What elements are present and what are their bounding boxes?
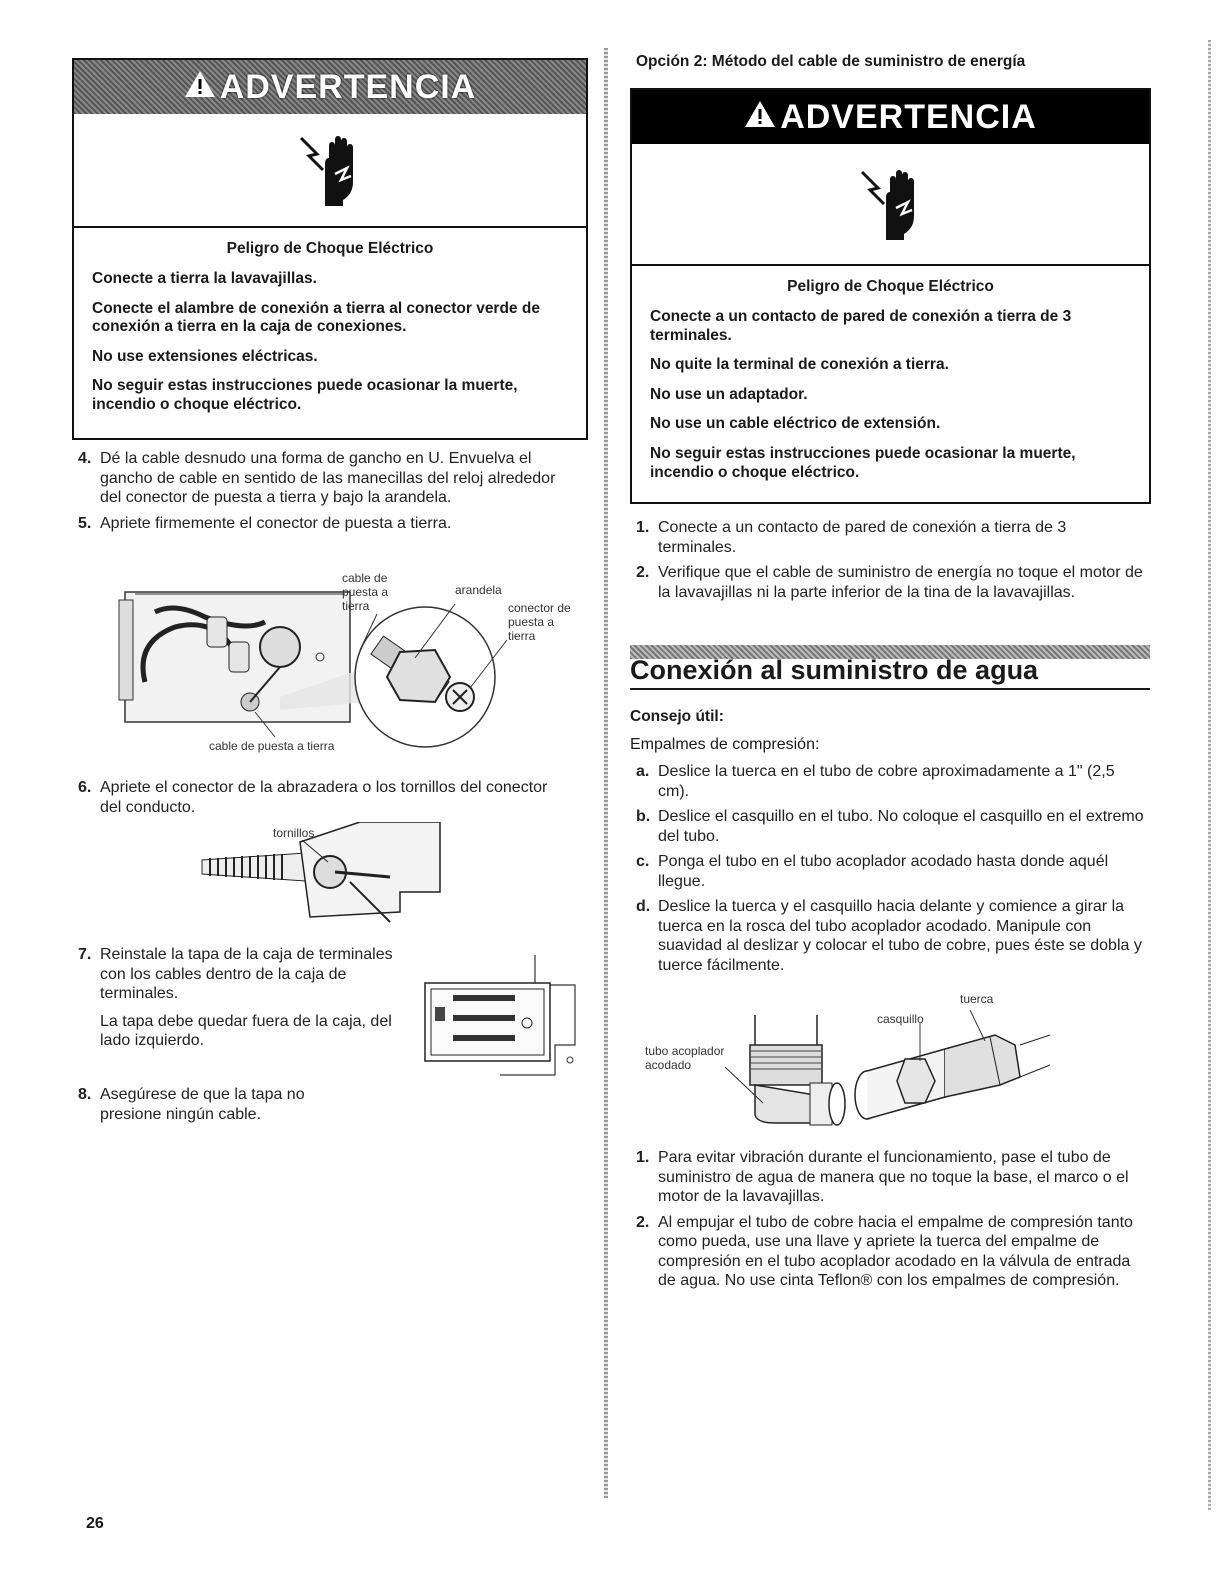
step-5 bbox=[78, 514, 568, 534]
warning-line: Conecte el alambre de conexión a tierra al conector verde de conexión a tierra en la caja de conexiones. bbox=[92, 299, 540, 336]
step-number: 1. bbox=[636, 1149, 650, 1166]
step-text: Verifique que el cable de suministro de energía no toque el motor de la lavavajillas ni la parte inferior de la tina de la lavavajillas. bbox=[658, 564, 1143, 601]
warning-line: Conecte a un contacto de pared de conexión a tierra de 3 terminales. bbox=[650, 308, 1072, 344]
step-letter: b. bbox=[636, 808, 651, 826]
warning-body bbox=[632, 266, 1149, 494]
option-2-title: Opción 2: Método del cable de suministro de energía bbox=[636, 53, 1026, 70]
tip-step-d bbox=[636, 897, 1146, 975]
step-text: Conecte a un contacto de pared de conexión a tierra de 3 terminales. bbox=[658, 519, 1067, 556]
step-text: Para evitar vibración durante el funcionamiento, pase el tubo de suministro de agua de manera que no toque la base, el marco o el motor de la lavavajillas. bbox=[658, 1149, 1129, 1206]
page-edge bbox=[1208, 40, 1211, 1510]
step-text: Apriete el conector de la abrazadera o los tornillos del conector del conducto. bbox=[100, 779, 548, 816]
warning-line: Conecte a tierra la lavavajillas. bbox=[92, 270, 317, 287]
step-text: Al empujar el tubo de cobre hacia el empalme de compresión tanto como pueda, use una llave y apriete la tuerca del empalme de compresión en el tubo acoplador acodado en la válvula de entrada de agua. No use cinta Teflon® con los empalmes de compresión. bbox=[658, 1213, 1133, 1290]
step-letter: c. bbox=[636, 853, 650, 871]
warning-line: No use extensiones eléctricas. bbox=[92, 347, 318, 365]
conduit-screws-figure bbox=[200, 822, 450, 932]
label-ground-connector: conector de puesta a tierra bbox=[508, 601, 571, 643]
warning-line: No quite la terminal de conexión a tierra. bbox=[650, 356, 949, 374]
step-text: Apriete firmemente el conector de puesta a tierra. bbox=[100, 514, 452, 532]
warning-icon-zone bbox=[632, 144, 1149, 266]
left-steps-top bbox=[78, 449, 568, 539]
label-nut: tuerca bbox=[960, 992, 994, 1006]
step-2 bbox=[636, 563, 1146, 602]
step-text: Ponga el tubo en el tubo acoplador acodado hasta donde aquél llegue. bbox=[658, 853, 1109, 890]
label-ground-wire-bottom: cable de puesta a tierra bbox=[209, 739, 335, 753]
tip-step-b bbox=[636, 807, 1146, 846]
step-6 bbox=[78, 778, 568, 817]
left-warning-box bbox=[72, 58, 588, 440]
step-4 bbox=[78, 449, 568, 508]
warning-header bbox=[74, 60, 586, 114]
terminal-box-figure bbox=[415, 955, 585, 1080]
step-number: 1. bbox=[636, 519, 650, 536]
warning-header bbox=[632, 90, 1149, 144]
tip-step-c bbox=[636, 852, 1146, 891]
step-number: 4. bbox=[78, 450, 92, 467]
warning-line: No seguir estas instrucciones puede ocasionar la muerte, incendio o choque eléctrico. bbox=[92, 377, 518, 413]
section-title: Conexión al suministro de agua bbox=[630, 655, 1150, 690]
step-letter: a. bbox=[636, 763, 650, 780]
step-text: Dé la cable desnudo una forma de gancho en U. Envuelva el gancho de cable en sentido de las manecillas del reloj alrededor del conector de puesta a tierra y bajo la arandela. bbox=[100, 450, 556, 507]
step-number: 6. bbox=[78, 779, 92, 796]
warning-title: Peligro de Choque Eléctrico bbox=[787, 278, 994, 295]
column-divider bbox=[604, 48, 608, 1498]
label-ferrule: casquillo bbox=[877, 1012, 924, 1026]
step-text bbox=[100, 945, 398, 1051]
electric-shock-hand-icon bbox=[295, 128, 365, 213]
ground-connection-figure bbox=[115, 572, 585, 762]
left-step-8 bbox=[78, 1085, 368, 1130]
warning-line: No seguir estas instrucciones puede ocasionar la muerte, incendio o choque eléctrico. bbox=[650, 444, 1076, 481]
warning-header-text: ADVERTENCIA bbox=[780, 97, 1037, 136]
label-ground-wire: cable de puesta a tierra bbox=[342, 571, 389, 613]
step-number: 7. bbox=[78, 946, 92, 963]
step-8 bbox=[78, 1085, 368, 1124]
tip-title: Consejo útil: bbox=[630, 708, 724, 725]
warning-line: No use un adaptador. bbox=[650, 385, 808, 403]
step-number: 8. bbox=[78, 1086, 92, 1103]
step-text: Deslice la tuerca en el tubo de cobre aproximadamente a 1" (2,5 cm). bbox=[658, 763, 1115, 800]
label-elbow: tubo acoplador acodado bbox=[645, 1044, 725, 1072]
electric-shock-hand-icon bbox=[856, 162, 926, 247]
step-7 bbox=[78, 945, 398, 1051]
conduit-screws-illustration bbox=[200, 822, 450, 932]
step-7-note: La tapa debe quedar fuera de la caja, del lado izquierdo. bbox=[100, 1012, 392, 1050]
right-warning-box bbox=[630, 88, 1151, 504]
step-1 bbox=[636, 1148, 1146, 1207]
tip-step-a bbox=[636, 762, 1146, 801]
tip-subtitle: Empalmes de compresión: bbox=[630, 736, 820, 753]
step-text: Deslice el casquillo en el tubo. No coloque el casquillo en el extremo del tubo. bbox=[658, 808, 1144, 845]
step-text: Deslice la tuerca y el casquillo hacia delante y comience a girar la tuerca en la rosca del tubo acoplador acodado. Manipule con suavidad al deslizar y colocar el tubo de cobre, pues éste se dobla y tuerce fácilmente. bbox=[658, 898, 1142, 974]
warning-header-text: ADVERTENCIA bbox=[219, 67, 477, 106]
step-text: Asegúrese de que la tapa no presione ningún cable. bbox=[100, 1086, 305, 1123]
right-steps-b bbox=[636, 1148, 1146, 1297]
terminal-box-illustration bbox=[415, 955, 585, 1080]
left-step-6 bbox=[78, 778, 568, 823]
warning-title: Peligro de Choque Eléctrico bbox=[226, 240, 434, 257]
left-step-7 bbox=[78, 945, 398, 1057]
warning-body bbox=[74, 228, 586, 427]
warning-triangle-icon bbox=[184, 68, 216, 107]
step-number: 5. bbox=[78, 514, 92, 532]
step-letter: d. bbox=[636, 898, 651, 916]
step-number: 2. bbox=[636, 1213, 650, 1231]
warning-triangle-icon bbox=[744, 98, 776, 137]
step-2 bbox=[636, 1213, 1146, 1291]
step-number: 2. bbox=[636, 564, 650, 582]
warning-icon-zone bbox=[74, 114, 586, 228]
page-number: 26 bbox=[86, 1515, 104, 1532]
step-1 bbox=[636, 518, 1146, 557]
right-steps-a bbox=[636, 518, 1146, 608]
step-7-main: Reinstale la tapa de la caja de terminales con los cables dentro de la caja de terminales. bbox=[100, 946, 393, 1003]
tip-steps bbox=[636, 762, 1146, 981]
warning-line: No use un cable eléctrico de extensión. bbox=[650, 415, 941, 433]
label-washer: arandela bbox=[455, 583, 502, 597]
compression-fitting-figure bbox=[645, 985, 1055, 1130]
label-screws: tornillos bbox=[273, 826, 315, 840]
